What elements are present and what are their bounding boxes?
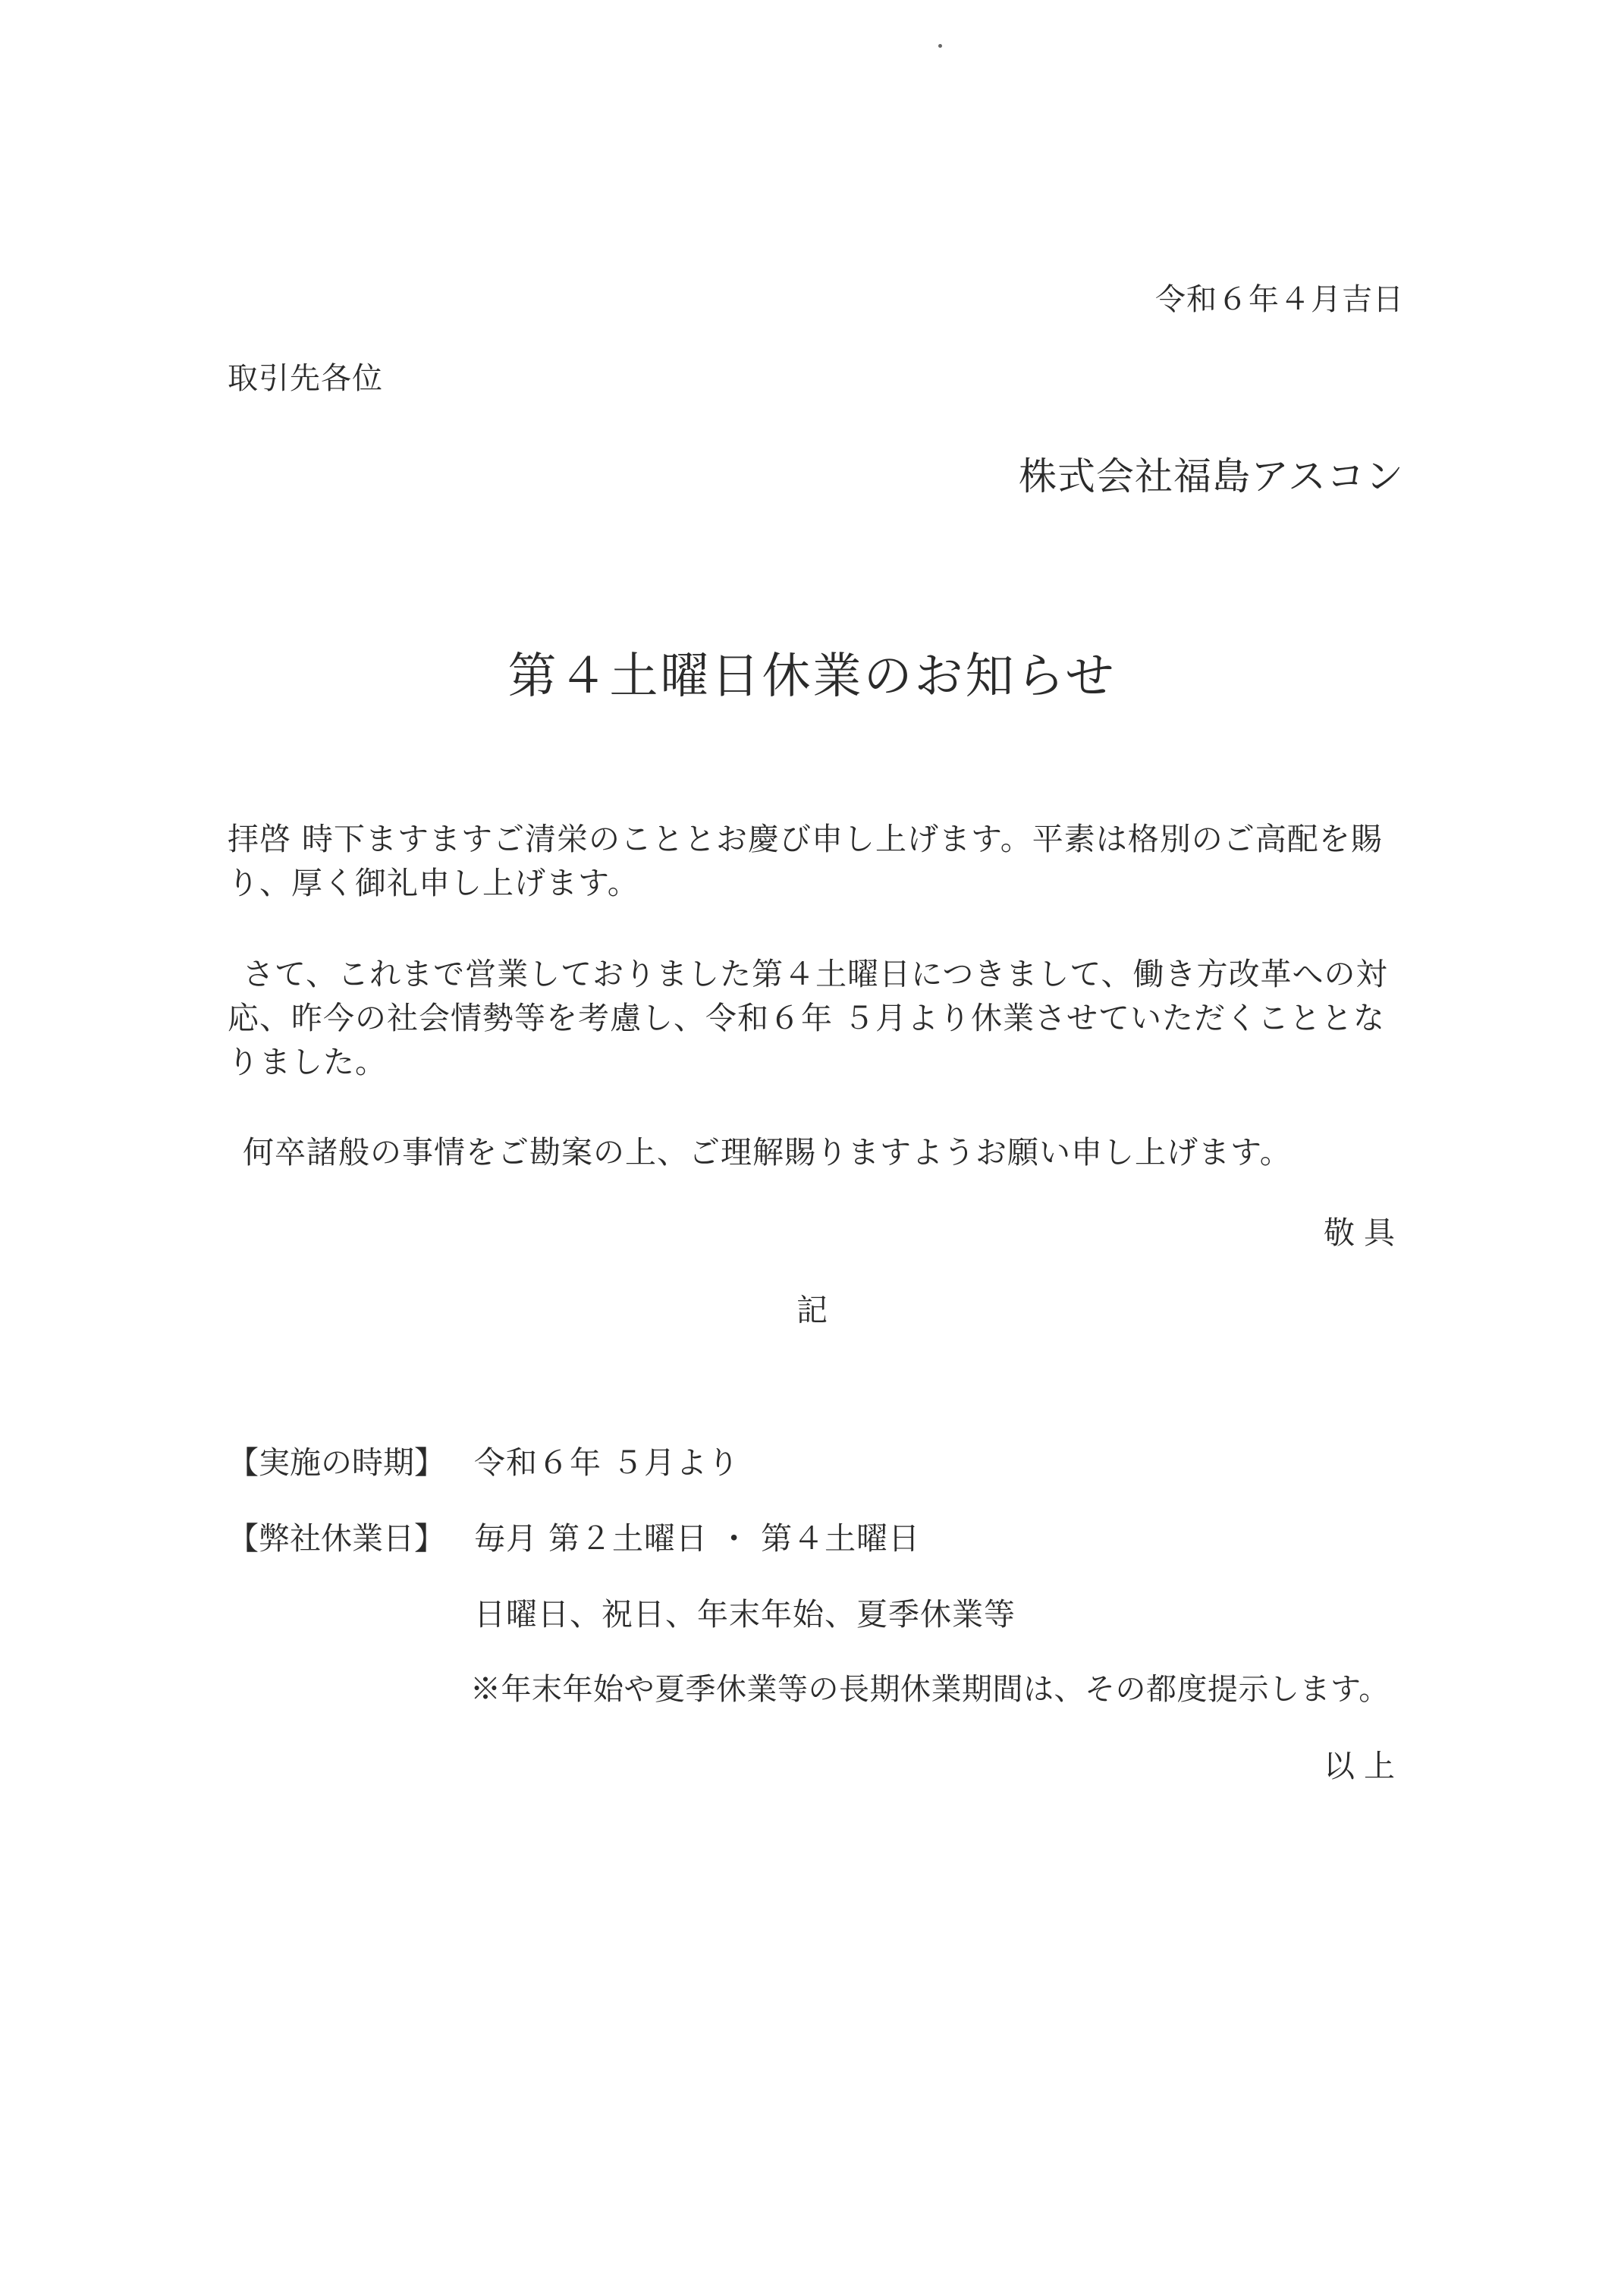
paragraph-announcement: さて、これまで営業しておりました第４土曜日につきまして、働き方改革への対応、昨今の社会情勢等を考慮し、令和６年 ５月より休業させていただくこととなりました。 (228, 956, 1388, 1080)
holidays-value-saturdays: 毎月 第２土曜日 ・ 第４土曜日 (474, 1520, 921, 1557)
paragraph-greeting: 拝啓 時下ますますご清栄のこととお慶び申し上げます。平素は格別のご高配を賜り、厚く御礼申し上げます。 (228, 821, 1383, 901)
paragraph-request: 何卒諸般の事情をご勘案の上、ご理解賜りますようお願い申し上げます。 (243, 1134, 1292, 1171)
ki-heading: 記 (796, 1292, 828, 1328)
scan-speck (938, 44, 942, 48)
implementation-value: 令和６年 ５月より (474, 1444, 740, 1481)
holidays-note: ※年末年始や夏季休業等の長期休業期間は、その都度提示します。 (470, 1672, 1390, 1707)
letter-date: 令和６年４月吉日 (1155, 282, 1404, 317)
letter-addressee: 取引先各位 (228, 361, 383, 396)
letter-title: 第４土曜日休業のお知らせ (507, 649, 1117, 705)
holidays-label: 【弊社休業日】 (228, 1520, 445, 1557)
end-mark: 以上 (1324, 1748, 1404, 1784)
implementation-label: 【実施の時期】 (228, 1444, 445, 1481)
closing-keigu: 敬具 (1324, 1215, 1404, 1251)
holidays-value-others: 日曜日、祝日、年末年始、夏季休業等 (474, 1596, 1016, 1633)
sender-company: 株式会社福島アスコン (1019, 454, 1404, 498)
